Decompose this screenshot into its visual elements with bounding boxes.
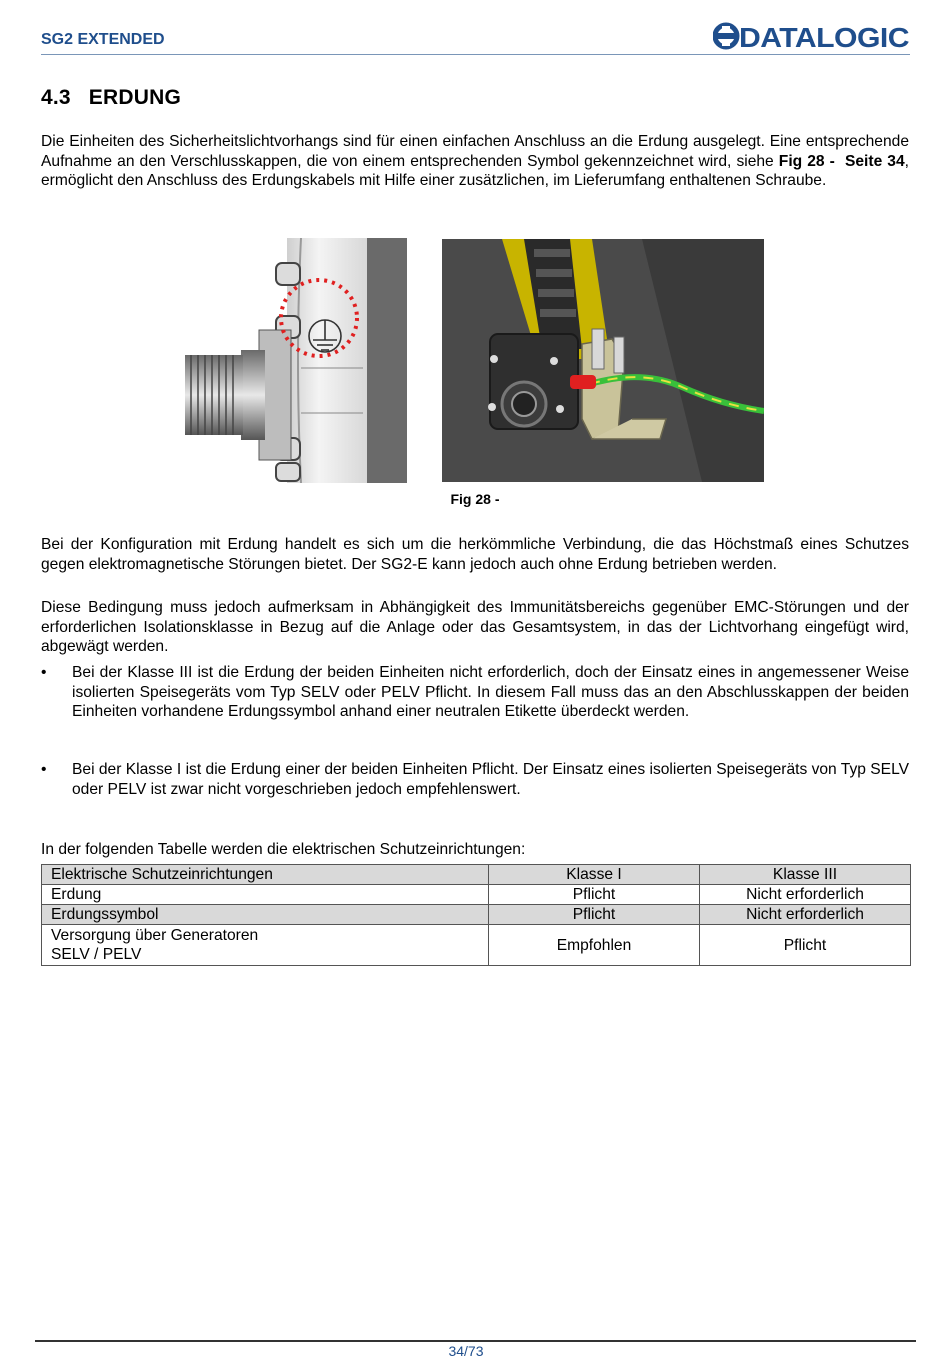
- table-header-row: [42, 865, 911, 885]
- bullet-item: [41, 760, 909, 799]
- figure-reference[interactable]: Fig 28 -: [778, 152, 835, 170]
- table-cell: Erdung: [42, 885, 489, 905]
- intro-paragraph: [41, 132, 909, 191]
- table-row: [42, 925, 911, 966]
- datalogic-logo: [713, 22, 911, 50]
- figure-ground-cable-3d: [442, 239, 764, 482]
- table-cell: Nicht erforderlich: [700, 885, 911, 905]
- paragraph-2: Bei der Konfiguration mit Erdung handelt es sich um die herkömmliche Verbindung, die das Höchstmaß eines Schutzes gegen elektromagnetische Störungen bietet. Der SG2-E kann jedoch auch ohne Erdung betrieben werden.: [41, 536, 909, 573]
- figure-caption: Fig 28 -: [450, 491, 500, 507]
- section-number: 4.3: [41, 86, 71, 109]
- table-cell: Erdungssymbol: [42, 905, 489, 925]
- section-heading: [41, 86, 181, 110]
- table-row: [42, 885, 911, 905]
- table-cell-line: SELV / PELV: [51, 946, 142, 963]
- intro-text-2: , ermöglicht den Anschluss des Erdungskabels mit Hilfe einer zusätzlichen, im Lieferumfang enthaltenen Schraube.: [41, 152, 909, 190]
- bullet-text: Bei der Klasse III ist die Erdung der beiden Einheiten nicht erforderlich, doch der Einsatz eines in angemessener Weise isolierten Speisegeräts vom Typ SELV oder PELV Pflicht. In diesem Fall muss das an den Abschlusskappen der beiden Einheiten vorhandene Erdungssymbol anhand einer neutralen Etikette überdeckt werden.: [72, 664, 909, 721]
- paragraph-3: Diese Bedingung muss jedoch aufmerksam in Abhängigkeit des Immunitätsbereichs gegenüber EMC-Störungen und der erforderlichen Isolationsklasse in Bezug auf die Anlage oder das Gesamtsystem, in das der Lichtvorhang eingefügt wird, abgewägt werden.: [41, 599, 909, 656]
- table-header-cell: Klasse III: [700, 865, 911, 885]
- svg-text:DATALOGIC: DATALOGIC: [739, 22, 910, 50]
- table-cell: Nicht erforderlich: [700, 905, 911, 925]
- header-doc-title: SG2 EXTENDED: [41, 31, 165, 48]
- page-number: 34/73: [448, 1343, 484, 1359]
- table-intro: In der folgenden Tabelle werden die elektrischen Schutzeinrichtungen:: [41, 841, 526, 858]
- table-header-cell: Elektrische Schutzeinrichtungen: [42, 865, 489, 885]
- page-reference[interactable]: Seite 34: [844, 152, 905, 170]
- table-cell: Pflicht: [700, 925, 911, 966]
- table-header-cell: Klasse I: [489, 865, 700, 885]
- footer-rule: [35, 1340, 916, 1342]
- section-title: ERDUNG: [88, 86, 182, 109]
- figure-endcap-closeup: [183, 238, 407, 483]
- table-cell: Pflicht: [489, 885, 700, 905]
- bullet-icon: •: [41, 664, 47, 681]
- table-row: [42, 905, 911, 925]
- bullet-text: Bei der Klasse I ist die Erdung einer der beiden Einheiten Pflicht. Der Einsatz eines isolierten Speisegeräts von Typ SELV oder PELV ist zwar nicht vorgeschrieben jedoch empfehlenswert.: [72, 761, 909, 798]
- table-cell-line: Versorgung über Generatoren: [51, 927, 259, 944]
- intro-text-1: Die Einheiten des Sicherheitslichtvorhangs sind für einen einfachen Anschluss an die Erdung ausgelegt. Eine entsprechende Aufnahme an den Verschlusskappen, die von einem entsprechenden Symbol gekennzeichnet wird, siehe: [41, 133, 909, 170]
- protection-table: [41, 864, 911, 966]
- header-rule: [41, 54, 910, 55]
- bullet-icon: •: [41, 761, 47, 778]
- bullet-item: [41, 663, 909, 722]
- table-cell: Pflicht: [489, 905, 700, 925]
- table-cell: Empfohlen: [489, 925, 700, 966]
- table-cell: [42, 925, 489, 966]
